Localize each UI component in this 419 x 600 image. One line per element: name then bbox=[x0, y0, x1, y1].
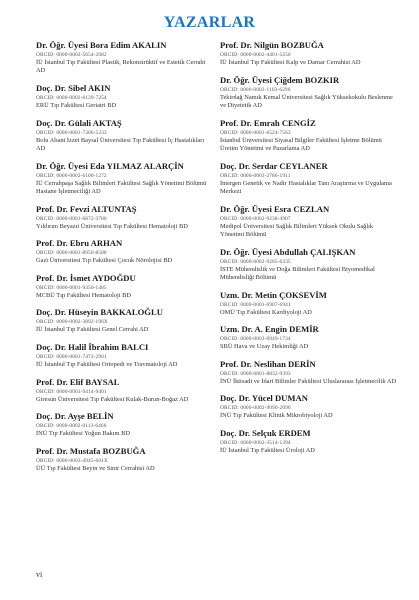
author-name: Doç. Dr. Yücel DUMAN bbox=[220, 393, 308, 404]
author-affiliation: İÜ İstanbul Tıp Fakültesi Üroloji AD bbox=[220, 446, 315, 454]
author-name: Prof. Dr. Mustafa BOZBUĞA bbox=[36, 445, 146, 456]
author-orcid: ORCID: 0000-0002-9238-4907 bbox=[220, 215, 291, 222]
author-name: Doç. Dr. Hüseyin BAKKALOĞLU bbox=[36, 307, 163, 318]
author-affiliation: MCBÜ Tıp Fakültesi Hematoloji BD bbox=[36, 291, 132, 299]
author-entry bbox=[220, 428, 398, 455]
author-orcid: ORCID: 0000-0002-6139-7254 bbox=[36, 95, 107, 101]
author-name: Dr. Öğr. Üyesi Esra CEZLAN bbox=[220, 203, 330, 214]
author-entry bbox=[220, 75, 398, 111]
author-orcid: ORCID: 0000-0003-2786-1911 bbox=[220, 172, 291, 179]
author-name: Prof. Dr. Elif BAYSAL bbox=[36, 376, 120, 387]
author-affiliation: İntergen Genetik ve Nadir Hastalıklar Tanı Araştırma ve Uygulama Merkezi bbox=[220, 179, 392, 195]
author-entry bbox=[220, 118, 398, 154]
author-affiliation: ERÜ Tıp Fakültesi Geriatri BD bbox=[36, 102, 117, 109]
author-affiliation: Medipol Üniversitesi Sağlık Bilimleri Yüksek Okulu Sağlık Yönetimi Bölümü bbox=[220, 222, 374, 238]
author-affiliation: İÜ İstanbul Tıp Fakültesi Genel Cerrahi AD bbox=[36, 326, 149, 334]
author-orcid: ORCID: 0000-0002-6100-1272 bbox=[36, 172, 107, 179]
author-affiliation: İNÜ İktisadi ve İdari Bilimler Fakültesi Uluslararası İşletmecilik AD bbox=[220, 377, 397, 385]
author-entry bbox=[220, 40, 398, 67]
author-orcid: ORCID: 0000-0001-9350-1485 bbox=[36, 284, 107, 291]
author-affiliation: Gazi Üniversitesi Tıp Fakültesi Çocuk Nörolojisi BD bbox=[36, 257, 173, 265]
author-name: Doç. Dr. Gülali AKTAŞ bbox=[36, 117, 122, 128]
author-affiliation: Bolu Abant İzzet Baysal Üniversitesi Tıp Fakültesi İç Hastalıkları AD bbox=[36, 136, 205, 152]
author-entry bbox=[36, 161, 214, 197]
author-affiliation: Yıldırım Beyazıt Üniversitesi Tıp Fakültesi Hematoloji BD bbox=[36, 222, 188, 230]
author-affiliation: İÜ Cerrahpaşa Sağlık Bilimleri Fakültesi Sağlık Yönetimi Bölümü Hastane İşletmeciliği AD bbox=[36, 179, 207, 195]
author-affiliation: İSTE Mühendislik ve Doğa Bilimleri Fakültesi Biyomedikal Mühendisliği Bölümü bbox=[220, 265, 375, 281]
author-affiliation: İstanbul Üniversitesi Siyasal Bilgiler Fakültesi İşletme Bölümü Üretim Yönetimi ve Pazarlama AD bbox=[220, 136, 382, 152]
author-entry bbox=[36, 238, 214, 265]
author-affiliation: Giresun Üniversitesi Tıp Fakültesi Kulak-Burun-Boğaz AD bbox=[36, 395, 189, 403]
author-name: Prof. Dr. İsmet AYDOĞDU bbox=[36, 272, 136, 283]
page-number: vi bbox=[36, 570, 43, 579]
author-entry bbox=[36, 118, 214, 154]
author-orcid: ORCID: 0000-0002-4401-5250 bbox=[220, 52, 291, 58]
author-orcid: ORCID: 0000-0001-8832-9393 bbox=[220, 370, 291, 377]
author-orcid: ORCID: 0000-0001-8950-8588 bbox=[36, 250, 107, 257]
author-orcid: ORCID: 0000-0001-6907-6941 bbox=[220, 301, 291, 308]
author-name: Doç. Dr. Selçuk ERDEM bbox=[220, 427, 311, 438]
author-name: Doç. Dr. Sibel AKIN bbox=[36, 83, 111, 93]
authors-column-left bbox=[36, 40, 214, 480]
author-name: Doç. Dr. Halil İbrahim BALCI bbox=[36, 341, 149, 352]
authors-column-right bbox=[220, 40, 398, 463]
author-entry bbox=[220, 247, 398, 283]
author-entry bbox=[220, 161, 398, 197]
author-affiliation: SBÜ Hava ve Uzay Hekimliği AD bbox=[220, 343, 309, 351]
author-name: Prof. Dr. Emrah CENGİZ bbox=[220, 117, 316, 128]
author-orcid: ORCID: 0000-0001-6524-7563 bbox=[220, 129, 291, 136]
author-name: Doç. Dr. Serdar CEYLANER bbox=[220, 160, 328, 171]
author-name: Prof. Dr. Neslihan DERİN bbox=[220, 358, 316, 369]
author-name: Dr. Öğr. Üyesi Çiğdem BOZKIR bbox=[220, 74, 340, 85]
author-orcid: ORCID: 0000-0002-0113-6466 bbox=[36, 423, 107, 430]
author-affiliation: OMÜ Tıp Fakültesi Kardiyoloji AD bbox=[220, 308, 312, 316]
author-entry bbox=[36, 204, 214, 231]
author-name: Doç. Dr. Ayşe BELİN bbox=[36, 411, 114, 422]
author-affiliation: İNÜ Tıp Fakültesi Klinik Mikrobiyoloji AD bbox=[220, 412, 333, 420]
author-affiliation: İÜ İstanbul Tıp Fakültesi Kalp ve Damar Cerrahisi AD bbox=[220, 59, 361, 66]
author-orcid: ORCID: 0000-0001-9414-9401 bbox=[36, 388, 107, 395]
author-affiliation: ÜÜ Tıp Fakültesi Beyin ve Sinir Cerrahisi AD bbox=[36, 464, 155, 472]
author-entry bbox=[36, 411, 214, 438]
author-entry bbox=[36, 83, 214, 110]
author-affiliation: İNÜ Tıp Fakültesi Yoğun Bakım BD bbox=[36, 430, 130, 438]
author-affiliation: İÜ İstanbul Tıp Fakültesi Ortopedi ve Travmatoloji AD bbox=[36, 360, 178, 368]
author-name: Dr. Öğr. Üyesi Abdullah ÇALIŞKAN bbox=[220, 246, 356, 257]
author-orcid: ORCID: 0000-0001-6872-3780 bbox=[36, 215, 107, 222]
author-orcid: ORCID: 0000-0003-4945-601X bbox=[36, 457, 108, 464]
author-name: Prof. Dr. Nilgün BOZBUĞA bbox=[220, 40, 324, 50]
author-name: Uzm. Dr. Metin ÇOKSEVİM bbox=[220, 289, 327, 300]
author-entry bbox=[220, 324, 398, 351]
page-title: YAZARLAR bbox=[163, 14, 256, 31]
author-entry bbox=[220, 204, 398, 240]
author-orcid: ORCID: 0000-0002-3892-196X bbox=[36, 319, 108, 326]
author-entry bbox=[220, 359, 398, 386]
author-name: Dr. Öğr. Üyesi Bora Edim AKALIN bbox=[36, 40, 167, 50]
author-entry bbox=[220, 393, 398, 420]
author-orcid: ORCID: 0000-0001-7306-5233 bbox=[36, 129, 107, 136]
author-entry bbox=[36, 377, 214, 404]
author-affiliation: Tekirdağ Namık Kemal Üniversitesi Sağlık Yüksekokulu Beslenme ve Diyetetik AD bbox=[220, 93, 393, 109]
author-entry bbox=[36, 342, 214, 369]
author-orcid: ORCID: 0000-0003-0949-1734 bbox=[220, 336, 291, 343]
author-entry bbox=[36, 40, 214, 76]
author-orcid: ORCID: 0000-0001-7472-2901 bbox=[36, 353, 107, 360]
author-orcid: ORCID: 0000-0002-5654-2082 bbox=[36, 52, 107, 58]
author-entry bbox=[36, 307, 214, 334]
author-name: Prof. Dr. Ebru ARHAN bbox=[36, 238, 123, 249]
author-orcid: ORCID: 0000-0002-9265-6335 bbox=[220, 258, 291, 265]
author-orcid: ORCID: 0000-0002-9090-2096 bbox=[220, 405, 291, 412]
author-entry bbox=[36, 273, 214, 300]
author-affiliation: İÜ İstanbul Tıp Fakültesi Plastik, Rekonstrüktif ve Estetik Cerrahi AD bbox=[36, 59, 206, 75]
author-entry bbox=[36, 446, 214, 473]
author-name: Prof. Dr. Fevzi ALTUNTAŞ bbox=[36, 203, 137, 214]
author-entry bbox=[220, 290, 398, 317]
author-name: Dr. Öğr. Üyesi Eda YILMAZ ALARÇİN bbox=[36, 160, 184, 171]
author-orcid: ORCID: 0000-0002-1103-6290 bbox=[220, 86, 291, 93]
author-name: Uzm. Dr. A. Engin DEMİR bbox=[220, 324, 319, 335]
author-orcid: ORCID: 0000-0002-3514-1394 bbox=[220, 439, 291, 446]
